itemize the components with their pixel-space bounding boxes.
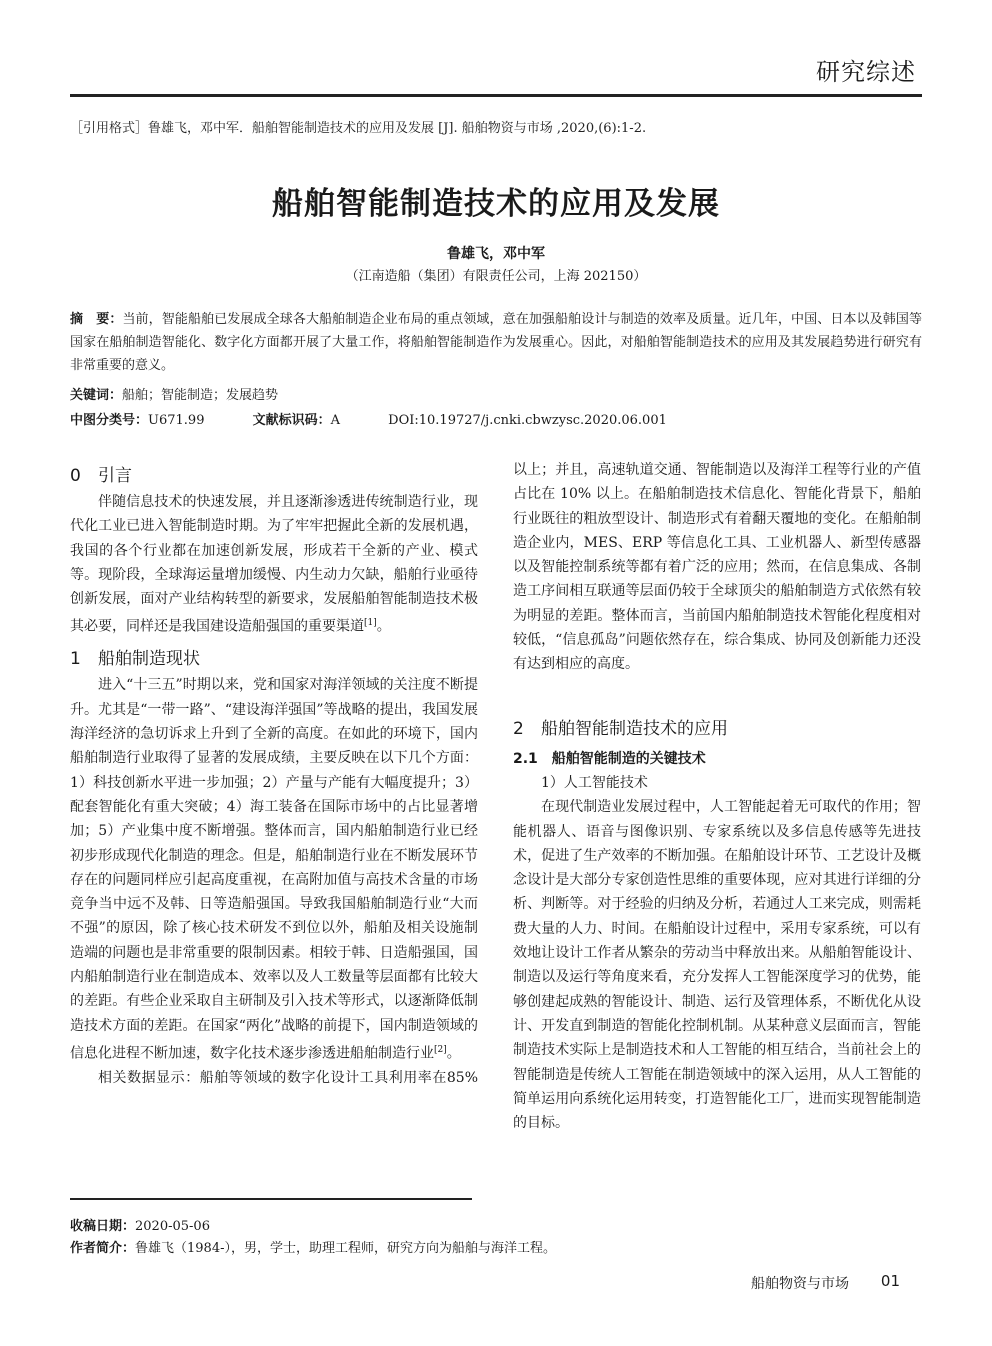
reference-1: [1] (364, 618, 377, 629)
affiliation: （江南造船（集团）有限责任公司，上海 202150） (345, 269, 647, 284)
right-column (513, 458, 921, 1135)
doc-code: 文献标识码：A (252, 413, 341, 428)
citation: ［引用格式］鲁雄飞，邓中军．船舶智能制造技术的应用及发展 [J]. 船舶物资与市场 ,2020,(6):1-2. (70, 121, 647, 136)
section-1-heading: 1 船舶制造现状 (70, 649, 200, 670)
abstract-text: 当前，智能船舶已发展成全球各大船舶制造企业布局的重点领域，意在加强船舶设计与制造的效率及质量。近几年，中国、日本以及韩国等国家在船舶制造智能化、数字化方面都开展了大量工作，将船舶智能制造作为发展重心。因此，对船舶智能制造技术的应用及其发展趋势进行研究有非常重要的意义。 (70, 312, 922, 373)
section-1-paragraph: 进入“十三五”时期以来，党和国家对海洋领域的关注度不断提升。尤其是“一带一路”、“建设海洋强国”等战略的提出，我国发展海洋经济的急切诉求上升到了全新的高度。在如此的环境下，国内船舶制造行业取得了显著的发展成绩，主要反映在以下几个方面：1）科技创新水平进一步加强；2）产量与产能有大幅度提升；3）配套智能化有重大突破；4）海工装备在国际市场中的占比显著增加；5）产业集中度不断增强。整体而言，国内船舶制造行业已经初步形成现代化制造的理念。但是，船舶制造行业在不断发展环节存在的问题同样应引起高度重视，在高附加值与高技术含量的市场竞争当中远不及韩、日等造船强国。导致我国船舶制造行业“大而不强”的原因，除了核心技术研发不到位以外，船舶及相关设施制造端的问题也是非常重要的限制因素。相较于韩、日造船强国，国内船舶制造行业在制造成本、效率以及人工数量等层面都有比较大的差距。有些企业采取自主研制及引入技术等形式，以逐渐降低制造技术方面的差距。在国家“两化”战略的前提下，国内制造领域的信息化进程不断加速，数字化技术逐步渗透进船舶制造行业[2]。 (70, 677, 478, 1062)
article-title: 船舶智能制造技术的应用及发展 (272, 186, 720, 222)
abstract (70, 308, 922, 377)
section-1-paragraph-2-continued (513, 458, 921, 701)
left-column (70, 462, 478, 1090)
received-date: 收稿日期：2020-05-06 (70, 1219, 210, 1234)
page-number: 01 (880, 1272, 900, 1290)
section-1-paragraph-2: 相关数据显示：船舶等领域的数字化设计工具利用率在85% (98, 1069, 478, 1086)
authors: 鲁雄飞，邓中军 (447, 246, 545, 262)
header-rule (70, 94, 922, 97)
abstract-label: 摘 要： (70, 312, 123, 327)
subsection-2-1-heading: 2.1 船舶智能制造的关键技术 (513, 751, 706, 767)
section-2-heading: 2 船舶智能制造技术的应用 (513, 719, 728, 739)
clc: 中图分类号：U671.99 (70, 413, 205, 428)
classification-line (70, 409, 711, 428)
subsubsection-heading: 1）人工智能技术 (541, 775, 648, 791)
keywords (70, 384, 278, 403)
author-bio: 作者简介：鲁雄飞（1984-），男，学士，助理工程师，研究方向为船舶与海洋工程。 (70, 1241, 556, 1256)
keywords-label: 关键词： (70, 388, 123, 403)
doi: DOI:10.19727/j.cnki.cbwzysc.2020.06.001 (388, 413, 667, 428)
keywords-text: 船舶；智能制造；发展趋势 (122, 388, 279, 403)
continuation-text: 以上；并且，高速轨道交通、智能制造以及海洋工程等行业的产值占比在 10% 以上。在船舶制造技术信息化、智能化背景下，船舶行业既往的粗放型设计、制造形式有着翻天覆地的变化。在船舶制造企业内，MES、ERP 等信息化工具、工业机器人、新型传感器以及智能控制系统等都有着广泛的应用；然而，在信息集成、各制造工序间相互联通等层面仍较于全球顶尖的船舶制造方式依然有较为明显的差距。整体而言，当前国内船舶制造技术智能化程度相对较低，“信息孤岛”问题依然存在，综合集成、协同及创新能力还没有达到相应的高度。 (513, 462, 921, 673)
section-0-paragraph: 伴随信息技术的快速发展，并且逐渐渗透进传统制造行业，现代化工业已进入智能制造时期。为了牢牢把握此全新的发展机遇，我国的各个行业都在加速创新发展，形成若干全新的产业、模式等。现阶段，全球海运量增加缓慢、内生动力欠缺，船舶行业亟待创新发展，面对产业结构转型的新要求，发展船舶智能制造技术极其必要，同样还是我国建设造船强国的重要渠道[1]。 (70, 494, 478, 636)
section-2-1-paragraph: 在现代制造业发展过程中，人工智能起着无可取代的作用；智能机器人、语音与图像识别、专家系统以及多信息传感等先进技术，促进了生产效率的不断加强。在船舶设计环节、工艺设计及概念设计是大部分专家创造性思维的重要体现，应对其进行详细的分析、判断等。对于经验的归纳及分析，若通过人工来完成，则需耗费大量的人力、时间。在船舶设计过程中，采用专家系统，可以有效地让设计工作者从繁杂的劳动当中释放出来。从船舶智能设计、制造以及运行等角度来看，充分发挥人工智能深度学习的优势，能够创建起成熟的智能设计、制造、运行及管理体系，不断优化从设计、开发直到制造的智能化控制机制。从某种意义层面而言，智能制造技术实际上是制造技术和人工智能的相互结合，当前社会上的智能制造是传统人工智能在制造领域中的深入运用，从人工智能的简单运用向系统化运用转变，打造智能化工厂，进而实现智能制造的目标。 (513, 799, 921, 1132)
section-tag: 研究综述 (816, 58, 916, 86)
footnote-rule (70, 1198, 472, 1200)
journal-name: 船舶物资与市场 (751, 1276, 849, 1292)
section-0-heading: 0 引言 (70, 466, 132, 486)
reference-2: [2] (434, 1044, 447, 1055)
